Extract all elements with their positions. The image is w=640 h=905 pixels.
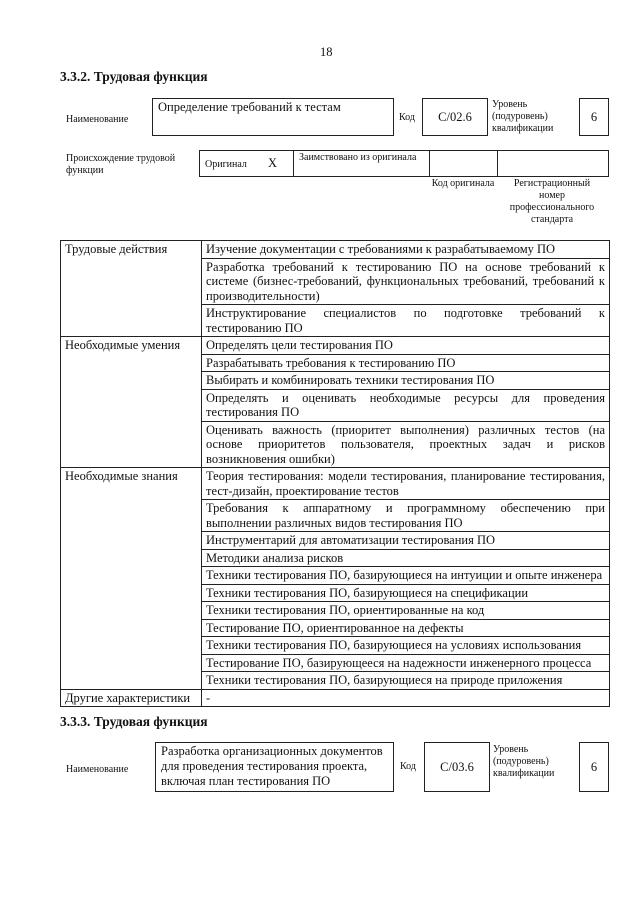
table-row bbox=[61, 337, 610, 355]
group-item: Тестирование ПО, ориентированное на дефекты bbox=[202, 619, 610, 637]
group-item: Тестирование ПО, базирующееся на надежности инженерного процесса bbox=[202, 654, 610, 672]
group-item: Техники тестирования ПО, базирующиеся на интуиции и опыте инженера bbox=[202, 567, 610, 585]
group-item: Инструктирование специалистов по подготовке требований к тестированию ПО bbox=[202, 305, 610, 337]
origin-table bbox=[199, 150, 609, 177]
section-heading: 3.3.2. Трудовая функция bbox=[60, 69, 208, 84]
group-label: Другие характеристики bbox=[61, 689, 202, 707]
borrowed-label: Заимствовано из оригинала bbox=[299, 152, 417, 163]
group-item: Техники тестирования ПО, ориентированные на код bbox=[202, 602, 610, 620]
group-item: Теория тестирования: модели тестирования, планирование тестирования, тест-дизайн, проектирование тестов bbox=[202, 468, 610, 500]
group-item: Разрабатывать требования к тестированию ПО bbox=[202, 354, 610, 372]
section-heading-2: 3.3.3. Трудовая функция bbox=[60, 714, 208, 729]
group-item: Оценивать важность (приоритет выполнения) различных тестов (на основе приоритетов пользователя, проектных задач и рисков возникновения ошибки) bbox=[202, 421, 610, 468]
code-field-2: C/03.6 bbox=[424, 742, 490, 792]
code-original-caption: Код оригинала bbox=[431, 178, 495, 189]
name-label-2: Наименование bbox=[66, 764, 129, 775]
page-number: 18 bbox=[320, 45, 333, 59]
table-row bbox=[61, 241, 610, 259]
group-item: Техники тестирования ПО, базирующиеся на спецификации bbox=[202, 584, 610, 602]
original-label: Оригинал bbox=[205, 159, 247, 170]
group-item: Определять и оценивать необходимые ресурсы для проведения тестирования ПО bbox=[202, 389, 610, 421]
code-label: Код bbox=[399, 112, 415, 123]
group-item: Выбирать и комбинировать техники тестирования ПО bbox=[202, 372, 610, 390]
group-item: - bbox=[202, 689, 610, 707]
group-item: Требования к аппаратному и программному обеспечению при выполнении различных видов тестирования ПО bbox=[202, 500, 610, 532]
group-item: Разработка требований к тестированию ПО на основе требований к системе (бизнес-требований, функциональных требований, требований к производительности) bbox=[202, 258, 610, 305]
group-label: Необходимые умения bbox=[61, 337, 202, 468]
level-label: Уровень (подуровень) квалификации bbox=[492, 99, 554, 134]
code-field: C/02.6 bbox=[422, 98, 488, 136]
level-label-2: Уровень (подуровень) квалификации bbox=[493, 744, 555, 779]
group-item: Техники тестирования ПО, базирующиеся на природе приложения bbox=[202, 672, 610, 690]
group-item: Изучение документации с требованиями к разрабатываемому ПО bbox=[202, 241, 610, 259]
group-item: Определять цели тестирования ПО bbox=[202, 337, 610, 355]
origin-label: Происхождение трудовой функции bbox=[66, 153, 176, 176]
table-row bbox=[61, 468, 610, 500]
group-item: Методики анализа рисков bbox=[202, 549, 610, 567]
group-label: Необходимые знания bbox=[61, 468, 202, 690]
function-name-field-2: Разработка организационных документов для проведения тестирования проекта, включая план тестирования ПО bbox=[155, 742, 394, 792]
function-name-field: Определение требований к тестам bbox=[152, 98, 394, 136]
level-field-2: 6 bbox=[579, 742, 609, 792]
level-field: 6 bbox=[579, 98, 609, 136]
original-mark: X bbox=[268, 156, 278, 170]
group-item: Инструментарий для автоматизации тестирования ПО bbox=[202, 532, 610, 550]
table-row bbox=[61, 689, 610, 707]
code-label-2: Код bbox=[400, 761, 416, 772]
function-details-table bbox=[60, 240, 610, 707]
name-label: Наименование bbox=[66, 114, 129, 125]
group-label: Трудовые действия bbox=[61, 241, 202, 337]
group-item: Техники тестирования ПО, базирующиеся на условиях использования bbox=[202, 637, 610, 655]
reg-number-caption: Регистрационный номер профессионального стандарта bbox=[509, 178, 595, 225]
